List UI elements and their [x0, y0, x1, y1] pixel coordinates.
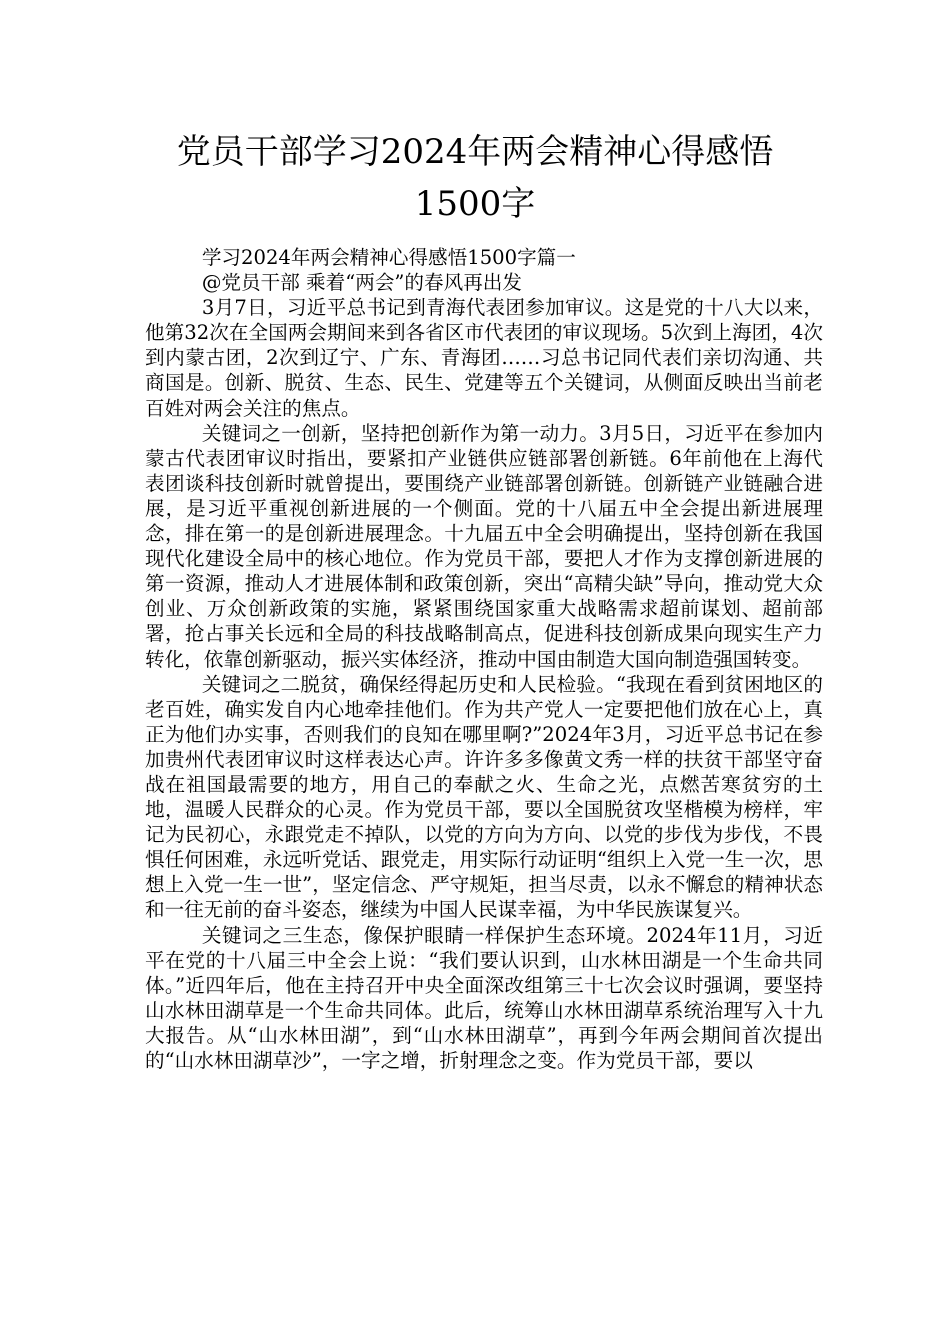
paragraph-poverty: 关键词之二脱贫，确保经得起历史和人民检验。“我现在看到贫困地区的老百姓，确实发自内心地牵挂他们。作为共产党人一定要把他们放在心上，真正为他们办实事，否则我们的良知在哪里啊?”2024年3月，习近平总书记在参加贵州代表团审议时这样表达心声。许许多多像黄文秀一样的扶贫干部坚守奋战在祖国最需要的地方，用自己的奉献之火、生命之光，点燃苦寒贫穷的土地，温暖人民群众的心灵。作为党员干部，要以全国脱贫攻坚楷模为榜样，牢记为民初心，永跟党走不掉队，以党的方向为方向、以党的步伐为步伐，不畏惧任何困难，永远听党话、跟党走，用实际行动证明“组织上入党一生一次，思想上入党一生一世”，坚定信念、严守规矩，担当尽责，以永不懈怠的精神状态和一往无前的奋斗姿态，继续为中国人民谋幸福，为中华民族谋复兴。	[145, 672, 823, 922]
paragraph-ecology: 关键词之三生态，像保护眼睛一样保护生态环境。2024年11月，习近平在党的十八届三中全会上说：“我们要认识到，山水林田湖是一个生命共同体。”近四年后，他在主持召开中央全面深改组第三十七次会议时强调，要坚持山水林田湖草是一个生命共同体。此后，统筹山水林田湖草系统治理写入十九大报告。从“山水林田湖”，到“山水林田湖草”，再到今年两会期间首次提出的“山水林田湖草沙”，一字之增，折射理念之变。作为党员干部，要以	[145, 923, 823, 1072]
document-title	[120, 126, 830, 230]
title-line-2: 1500字	[414, 184, 536, 224]
document-body	[145, 245, 823, 1073]
section-heading: @党员干部 乘着“两会”的春风再出发	[201, 271, 522, 295]
title-line-1: 党员干部学习2024年两会精神心得感悟	[176, 132, 774, 172]
paragraph-intro: 3月7日，习近平总书记到青海代表团参加审议。这是党的十八大以来，他第32次在全国两会期间来到各省区市代表团的审议现场。5次到上海团，4次到内蒙古团，2次到辽宁、广东、青海团……习总书记同代表们亲切沟通、共商国是。创新、脱贫、生态、民生、党建等五个关键词，从侧面反映出当前老百姓对两会关注的焦点。	[145, 296, 823, 420]
subtitle: 学习2024年两会精神心得感悟1500字篇一	[201, 246, 576, 269]
paragraph-innovation: 关键词之一创新，坚持把创新作为第一动力。3月5日，习近平在参加内蒙古代表团审议时指出，要紧扣产业链供应链部署创新链。6年前他在上海代表团谈科技创新时就曾提出，要围绕产业链部署创新链。创新链产业链融合进展，是习近平重视创新进展的一个侧面。党的十八届五中全会提出新进展理念，排在第一的是创新进展理念。十九届五中全会明确提出，坚持创新在我国现代化建设全局中的核心地位。作为党员干部，要把人才作为支撑创新进展的第一资源，推动人才进展体制和政策创新，突出“高精尖缺”导向，推动党大众创业、万众创新政策的实施，紧紧围绕国家重大战略需求超前谋划、超前部署，抢占事关长远和全局的科技战略制高点，促进科技创新成果向现实生产力转化，依靠创新驱动，振兴实体经济，推动中国由制造大国向制造强国转变。	[145, 421, 823, 671]
